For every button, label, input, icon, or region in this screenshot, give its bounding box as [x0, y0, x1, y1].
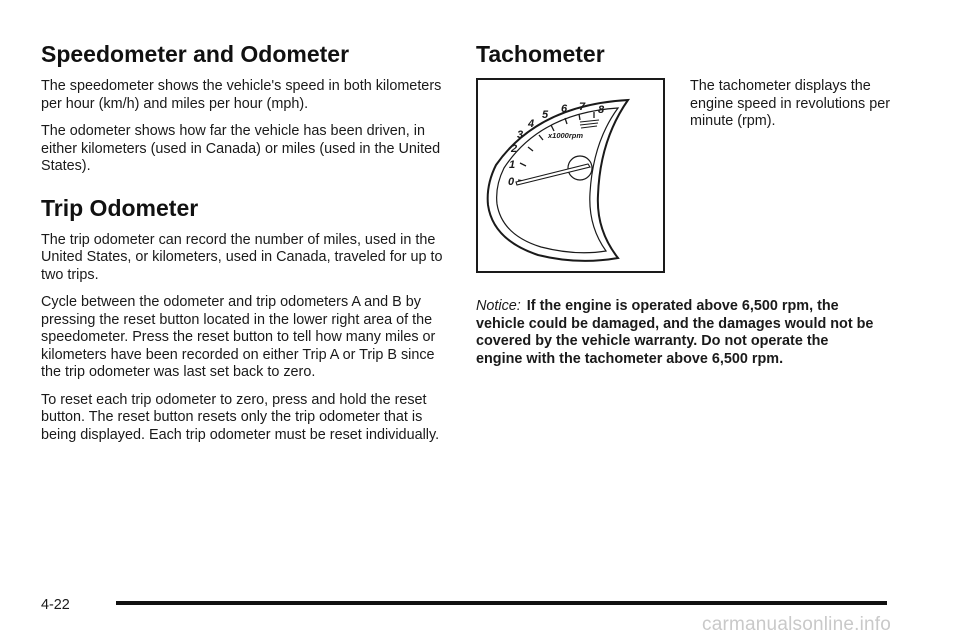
needle [516, 164, 590, 185]
gauge-number-4: 4 [528, 118, 535, 130]
watermark-text: carmanualsonline.info [702, 614, 892, 635]
paragraph-trip-odometer: The trip odometer can record the number of miles, used in the United States, or kilometers, used in Canada, traveled for up to two trips. [41, 231, 443, 283]
notice-text: If the engine is operated above 6,500 rpm, the vehicle could be damaged, and the damages would not be covered by the vehicle warranty. Do not operate the engine with the tachometer above 6,500 rpm. [476, 298, 874, 367]
gauge-number-2: 2 [511, 143, 518, 155]
page-number: 4-22 [41, 597, 70, 613]
gauge-number-8: 8 [598, 104, 605, 116]
gauge-unit-label: x1000rpm [548, 131, 584, 140]
gauge-number-6: 6 [561, 103, 568, 115]
gauge-number-3: 3 [517, 129, 524, 141]
paragraph-speedometer: The speedometer shows the vehicle's speed in both kilometers per hour (km/h) and miles per hour (mph). [41, 78, 442, 112]
right-column [476, 40, 896, 367]
tachometer-illustration [476, 78, 665, 273]
paragraph-reset-trip: To reset each trip odometer to zero, press and hold the reset button. The reset button resets only the trip odometer that is being displayed. Each trip odometer must be reset individually. [41, 391, 440, 443]
footer-rule [116, 601, 887, 605]
paragraph-cycle-trip: Cycle between the odometer and trip odometers A and B by pressing the reset button located in the lower right area of the speedometer. Press the reset button to tell how many miles or kilometers have been recorded on either Trip A or Trip B since the trip odometer was last set back to zero. [41, 294, 436, 380]
notice-block [476, 298, 876, 368]
gauge-number-5: 5 [542, 109, 549, 121]
gauge-number-7: 7 [579, 101, 586, 113]
heading-speedometer-odometer: Speedometer and Odometer [41, 41, 350, 67]
tachometer-gauge-drawing [478, 80, 663, 271]
gauge-number-1: 1 [509, 159, 516, 171]
tachometer-caption: The tachometer displays the engine speed in revolutions per minute (rpm). [690, 78, 891, 129]
heading-tachometer: Tachometer [476, 41, 605, 67]
heading-trip-odometer: Trip Odometer [41, 194, 199, 221]
left-column [41, 40, 446, 454]
notice-label: Notice: [476, 298, 521, 314]
gauge-number-0: 0 [508, 176, 515, 188]
paragraph-odometer: The odometer shows how far the vehicle has been driven, in either kilometers (used in Canada) or miles (used in the United States). [41, 123, 441, 174]
